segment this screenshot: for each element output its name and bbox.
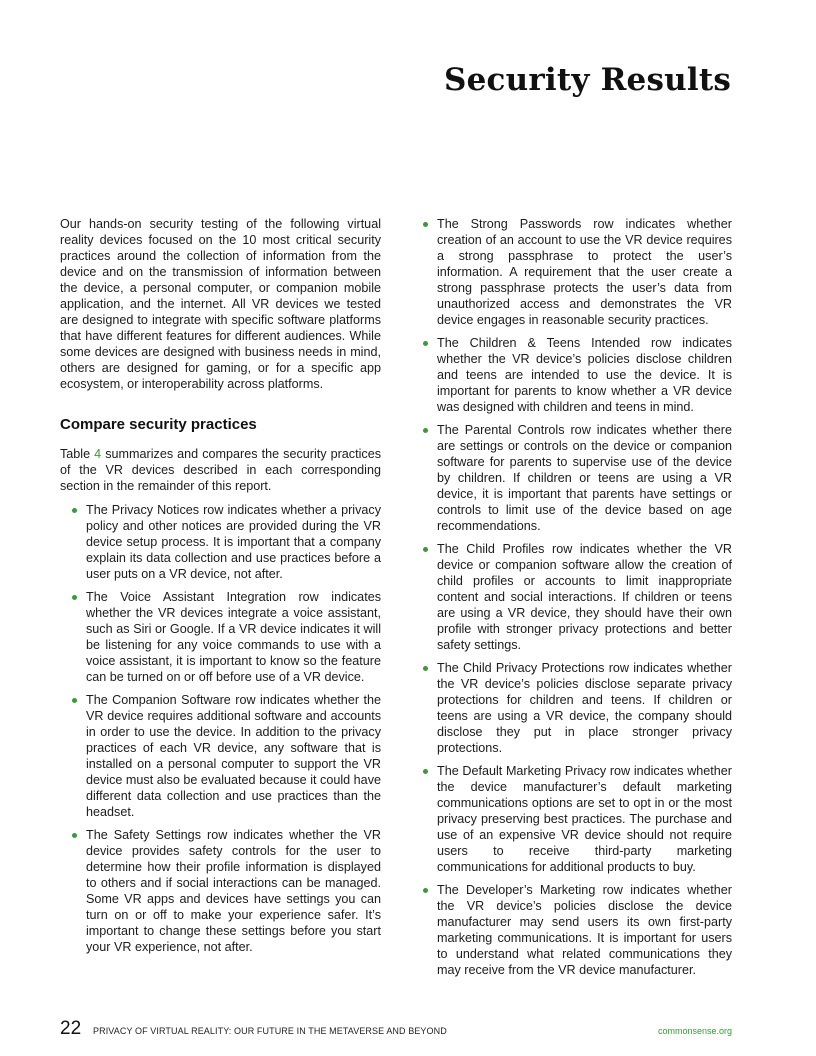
bullet-icon <box>423 666 428 671</box>
list-item <box>86 502 381 582</box>
list-item <box>437 422 732 534</box>
bullet-text: The Default Marketing Privacy row indicates whether the device manufacturer’s default marketing communications options are set to opt in or the most privacy preserving best practices. The purchase and use of an expensive VR device should not require users to receive third-party marketing communications for additional products to buy. <box>437 764 732 874</box>
bullet-icon <box>72 595 77 600</box>
left-column <box>60 216 381 962</box>
bullet-icon <box>423 769 428 774</box>
bullet-text: The Parental Controls row indicates whether there are settings or controls on the device or companion software for parents to supervise use of the device by children. If children or teens are using a VR device, it is important that parents have settings or controls to limit use of the device based on age recommendations. <box>437 423 732 533</box>
bullet-icon <box>423 222 428 227</box>
page-title: Security Results <box>444 62 731 98</box>
right-column <box>437 216 732 985</box>
left-bullet-list <box>60 502 381 955</box>
bullet-icon <box>72 508 77 513</box>
bullet-icon <box>423 341 428 346</box>
list-item <box>437 882 732 978</box>
bullet-text: The Children & Teens Intended row indicates whether the VR device’s policies disclose children and teens are intended to use the device. It is important for parents to know whether a VR device was designed with children and teens in mind. <box>437 336 732 414</box>
bullet-icon <box>72 698 77 703</box>
bullet-icon <box>72 833 77 838</box>
table-intro-paragraph <box>60 446 381 494</box>
bullet-text: The Privacy Notices row indicates whether a privacy policy and other notices are provided during the VR device setup process. It is important that a company explain its data collection and use practices before a user puts on a VR device, not after. <box>86 503 381 581</box>
table-reference-link[interactable]: 4 <box>94 447 102 461</box>
page-number: 22 <box>60 1018 82 1039</box>
bullet-icon <box>423 888 428 893</box>
list-item <box>437 763 732 875</box>
bullet-text: The Voice Assistant Integration row indicates whether the VR devices integrate a voice assistant, such as Siri or Google. If a VR device indicates it will be listening for any voice commands to use with a voice assistant, it is important to know so the feature can be turned on or off before use of a VR device. <box>86 590 381 684</box>
bullet-text: The Companion Software row indicates whether the VR device requires additional software and accounts in order to use the device. In addition to the privacy practices of each VR device, any software that is installed on a personal computer to support the VR device must also be evaluated because it could have different data collection and use practices than the headset. <box>86 693 381 819</box>
bullet-text: The Child Privacy Protections row indicates whether the VR device’s policies disclose separate privacy protections for children and teens. If children or teens are using a VR device, the company should disclose they put in place stronger privacy protections. <box>437 661 732 755</box>
bullet-text: The Child Profiles row indicates whether the VR device or companion software allow the creation of child profiles or accounts to limit inappropriate content and social interactions. If children or teens are using a VR device, they should have their own profile with stronger privacy protections and better safety settings. <box>437 542 732 652</box>
bullet-icon <box>423 547 428 552</box>
bullet-text: The Developer’s Marketing row indicates whether the VR device’s policies disclose the device manufacturer may send users its own first-party marketing communications. It is important for users to understand what related communications they may receive from the VR device manufacturer. <box>437 883 732 977</box>
running-title: PRIVACY OF VIRTUAL REALITY: OUR FUTURE IN THE METAVERSE AND BEYOND <box>93 1026 447 1036</box>
list-item <box>437 660 732 756</box>
list-item <box>86 589 381 685</box>
list-item <box>86 827 381 955</box>
site-link[interactable]: commonsense.org <box>657 1026 732 1036</box>
list-item <box>437 216 732 328</box>
bullet-text: The Strong Passwords row indicates whether creation of an account to use the VR device requires a strong passphrase to protect the user’s information. A requirement that the user create a strong passphrase protects the user’s data from unauthorized access and demonstrates the VR device engages in reasonable security practices. <box>437 217 732 327</box>
right-bullet-list <box>437 216 732 978</box>
section-heading: Compare security practices <box>60 416 257 433</box>
list-item <box>437 335 732 415</box>
bullet-icon <box>423 428 428 433</box>
page-footer <box>60 1018 732 1040</box>
table-intro-before: Table <box>60 447 95 461</box>
list-item <box>437 541 732 653</box>
intro-paragraph: Our hands-on security testing of the following virtual reality devices focused on the 10 most critical security practices around the collection of information from the device and on the transmission of information between the device, a personal computer, or companion mobile application, and the internet. All VR devices we tested are designed to integrate with specific software platforms that have different features for different audiences. While some devices are designed with business needs in mind, others are designed for gaming, or for a specific app ecosystem, or interoperability across platforms. <box>60 217 381 391</box>
table-intro-after: summarizes and compares the security practices of the VR devices described in each corresponding section in the remainder of this report. <box>60 447 382 493</box>
bullet-text: The Safety Settings row indicates whether the VR device provides safety controls for the user to determine how their profile information is displayed to others and if social interactions can be managed. Some VR apps and devices have settings you can turn on or off to make your experience safer. It’s important to change these settings before you start your VR experience, not after. <box>86 828 381 954</box>
list-item <box>86 692 381 820</box>
